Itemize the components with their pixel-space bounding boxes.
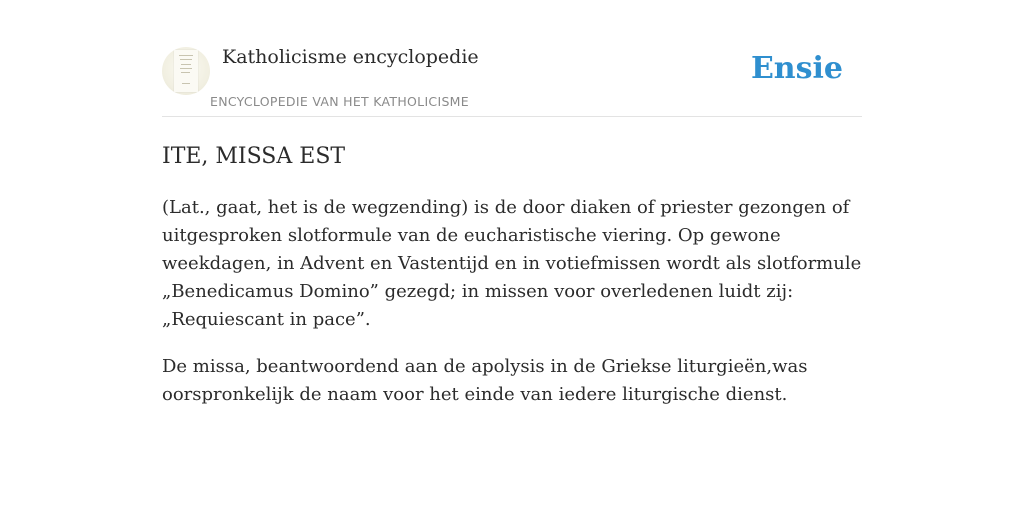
ensie-brand-link[interactable]: Ensie: [750, 51, 843, 86]
page-container: [162, 0, 862, 409]
entry-paragraph: De missa, beantwoordend aan de apolysis in de Griekse liturgieën,was oorspronkelijk de naam voor het einde van iedere liturgische dienst.: [162, 356, 808, 405]
entry-title: ITE, MISSA EST: [162, 144, 346, 169]
site-subtitle: ENCYCLOPEDIE VAN HET KATHOLICISME: [210, 94, 469, 109]
book-cover-icon: [174, 50, 198, 92]
site-title[interactable]: Katholicisme encyclopedie: [222, 46, 479, 68]
encyclopedia-logo[interactable]: [162, 47, 210, 95]
entry-body: [162, 194, 862, 409]
site-header: [162, 0, 862, 117]
entry-paragraph: (Lat., gaat, het is de wegzending) is de door diaken of priester gezongen of uitgesproken slotformule van de eucharistische viering. Op gewone weekdagen, in Advent en Vastentijd en in votiefmissen wordt als slotformule „Benedicamus Domino” gezegd; in missen voor overledenen luidt zij: „Requiescant in pace”.: [162, 197, 862, 330]
